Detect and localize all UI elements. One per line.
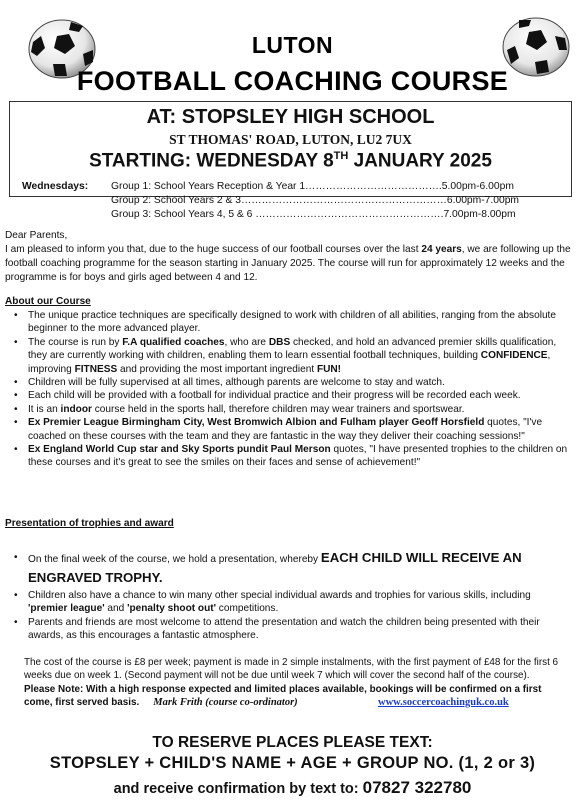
- text: and: [104, 603, 128, 615]
- list-item: [14, 443, 570, 470]
- schedule-group-1: Group 1: School Years Reception & Year 1………………………………….5.00pm-6.00pm: [111, 181, 514, 192]
- start-date-sup: TH: [333, 150, 349, 162]
- footer-reserve: TO RESERVE PLACES PLEASE TEXT:: [152, 734, 433, 751]
- text-bold: DBS: [268, 336, 291, 348]
- text: Children also have a chance to win many other special individual awards and trophies for various skills, including: [28, 590, 531, 601]
- intro-text-2: , we are following up the football coaching programme for the season starting in January 2025. The course will run for approximately 12 weeks and the programme is for boys and girls aged between 4 and 12.: [5, 244, 571, 283]
- text-bold: F.A qualified coaches: [122, 336, 225, 348]
- text: competitions.: [216, 603, 279, 615]
- start-date-suffix: JANUARY 2025: [348, 150, 492, 172]
- list-item: • Parents and friends are most welcome to attend the presentation and watch the children being presented with their awards, as this encourages a fantastic atmosphere.: [14, 616, 570, 643]
- text: quotes, "I've coached on these courses with the team and they are fantastic in the way they deliver their coaching sessions!": [28, 417, 543, 442]
- text-bold: FITNESS: [74, 363, 118, 375]
- title-course: FOOTBALL COACHING COURSE: [76, 66, 509, 96]
- venue-name: AT: STOPSLEY HIGH SCHOOL: [146, 106, 435, 128]
- list-item: [14, 416, 570, 443]
- list-item: • The unique practice techniques are specifically designed to work with children of all abilities, ranging from the absolute beginner to the more advanced player.: [14, 309, 570, 336]
- text-bold: 'premier league': [28, 603, 105, 615]
- phone-number: 07827 322780: [362, 778, 472, 797]
- text: It is an: [28, 403, 61, 415]
- text: course held in the sports hall, therefore children may wear trainers and sportswear.: [91, 403, 465, 415]
- cost-text: The cost of the course is £8 per week; payment is made in 2 simple instalments, with the first payment of £48 for the first 6 weeks due on week 1. (Second payment will not be due until week 7 which will cover the second half of the course).: [24, 657, 559, 682]
- about-heading: About our Course: [5, 296, 91, 307]
- signature: Mark Frith (course co-ordinator): [153, 697, 298, 709]
- list-item: [14, 589, 570, 616]
- start-date-prefix: STARTING: WEDNESDAY 8: [89, 150, 334, 172]
- list-item: [14, 336, 570, 376]
- letter-intro: [5, 243, 580, 284]
- text: , who are: [224, 336, 269, 348]
- text-bold: 'penalty shoot out': [127, 603, 216, 615]
- about-list: [14, 309, 570, 470]
- list-item: • Each child will be provided with a football for individual practice and their progress will be recorded each week.: [14, 389, 570, 402]
- venue-address: ST THOMAS' ROAD, LUTON, LU2 7UX: [169, 132, 412, 147]
- list-item: • Children will be fully supervised at all times, although parents are welcome to stay and watch.: [14, 376, 570, 389]
- footer-text-format: STOPSLEY + CHILD'S NAME + AGE + GROUP NO. (1, 2 or 3): [49, 754, 536, 772]
- website-link[interactable]: www.soccercoachinguk.co.uk: [378, 697, 509, 708]
- text-bold: Ex England World Cup star and Sky Sports pundit Paul Merson: [28, 444, 331, 456]
- intro-text: I am pleased to inform you that, due to the huge success of our football courses over the last: [5, 244, 422, 255]
- list-item: [14, 549, 570, 589]
- text: checked, and hold an advanced premier skills qualification, they are currently working with children, enabling them to learn essential football techniques, building: [28, 336, 557, 362]
- text-emphasis: EACH CHILD WILL RECEIVE AN ENGRAVED TROPHY.: [28, 550, 522, 585]
- text: , improving: [28, 350, 551, 375]
- trophies-heading: Presentation of trophies and award: [5, 518, 174, 529]
- text-bold: Ex Premier League Birmingham City, West Bromwich Albion and Fulham player Geoff Horsfield: [28, 417, 485, 429]
- text: quotes, "I have presented trophies to the children on these courses and it's great to see the smiles on their faces and sense of achievement!": [28, 444, 568, 469]
- intro-years: 24 years: [421, 244, 462, 255]
- footer-confirmation-text: and receive confirmation by text to:: [113, 781, 363, 797]
- schedule-group-2: Group 2: School Years 2 & 3……………………………………………………6.00pm-7.00pm: [111, 195, 519, 206]
- text-bold: FUN!: [316, 363, 342, 375]
- text-bold: indoor: [60, 403, 92, 415]
- text: The course is run by: [28, 336, 123, 348]
- title-city: LUTON: [251, 32, 334, 58]
- footer-confirmation: [0, 778, 585, 798]
- list-item: [14, 403, 570, 416]
- cost-paragraph: [24, 656, 559, 710]
- trophies-list: [14, 549, 570, 643]
- schedule-group-3: Group 3: School Years 4, 5 & 6 ……………………………………………….7.00pm-8.00pm: [111, 209, 516, 220]
- letter-greeting: Dear Parents,: [5, 230, 68, 241]
- schedule-day-label: Wednesdays:: [22, 181, 89, 192]
- start-date: [10, 150, 571, 172]
- text: On the final week of the course, we hold a presentation, whereby: [28, 554, 321, 565]
- cost-note: Please Note: With a high response expected and limited places available, bookings will be confirmed on a first come, first served basis.: [24, 683, 542, 709]
- text-bold: CONFIDENCE: [480, 350, 548, 362]
- text: and providing the most important ingredient: [117, 363, 317, 375]
